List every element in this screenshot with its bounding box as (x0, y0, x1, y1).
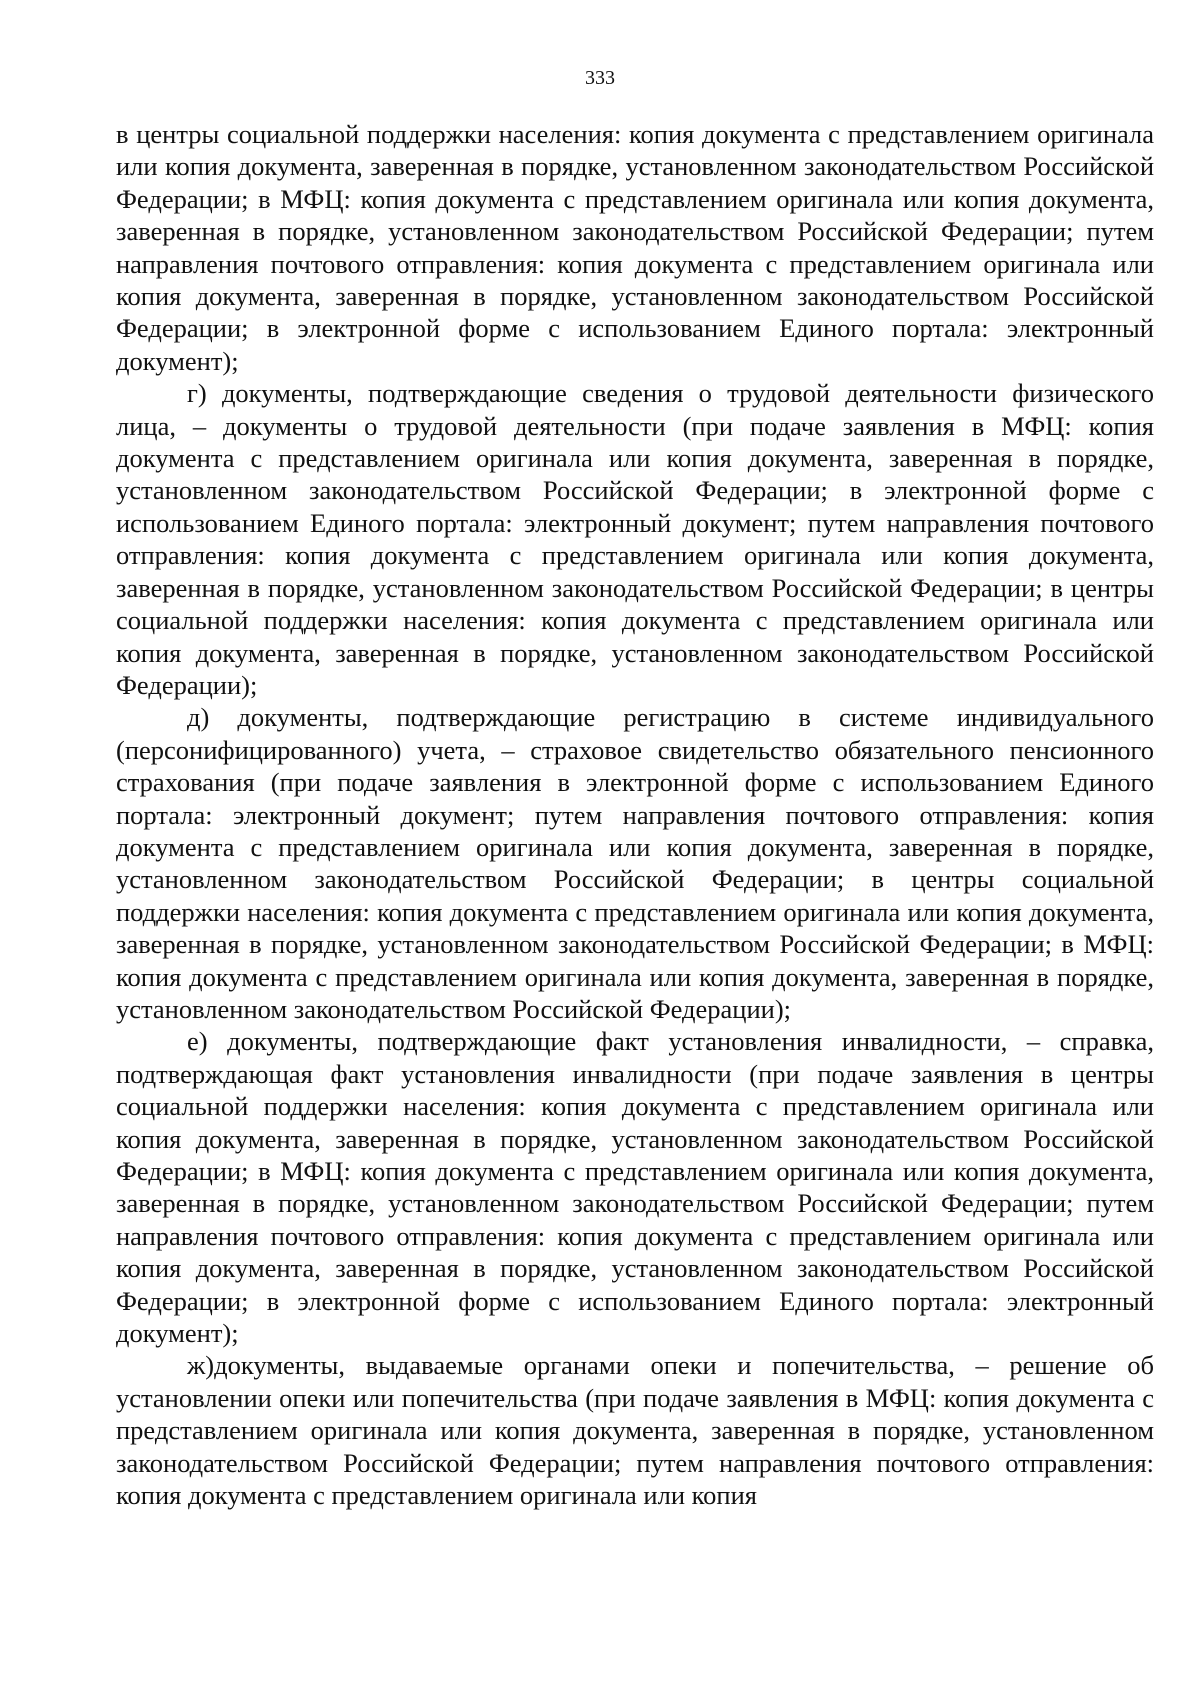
paragraph-item-zh: ж)документы, выдаваемые органами опеки и попечительства, – решение об установлении опеки или попечительства (при подаче заявления в МФЦ: копия документа с представлением оригинала или копия документа, заверенная в порядке, установленном законодательством Российской Федерации; путем направления почтового отправления: копия документа с представлением оригинала или копия (116, 1350, 1154, 1511)
paragraph-item-d: д) документы, подтверждающие регистрацию в системе индивидуального (персонифицированного) учета, – страховое свидетельство обязательного пенсионного страхования (при подаче заявления в электронной форме с использованием Единого портала: электронный документ; путем направления почтового отправления: копия документа с представлением оригинала или копия документа, заверенная в порядке, установленном законодательством Российской Федерации; в центры социальной поддержки населения: копия документа с представлением оригинала или копия документа, заверенная в порядке, установленном законодательством Российской Федерации; в МФЦ: копия документа с представлением оригинала или копия документа, заверенная в порядке, установленном законодательством Российской Федерации); (116, 702, 1154, 1024)
paragraph-continuation: в центры социальной поддержки населения: копия документа с представлением оригинала или копия документа, заверенная в порядке, установленном законодательством Российской Федерации; в МФЦ: копия документа с представлением оригинала или копия документа, заверенная в порядке, установленном законодательством Российской Федерации; путем направления почтового отправления: копия документа с представлением оригинала или копия документа, заверенная в порядке, установленном законодательством Российской Федерации; в электронной форме с использованием Единого портала: электронный документ); (116, 119, 1154, 376)
page-number: 333 (585, 67, 615, 89)
paragraph-item-e: е) документы, подтверждающие факт установления инвалидности, – справка, подтверждающая факт установления инвалидности (при подаче заявления в центры социальной поддержки населения: копия документа с представлением оригинала или копия документа, заверенная в порядке, установленном законодательством Российской Федерации; в МФЦ: копия документа с представлением оригинала или копия документа, заверенная в порядке, установленном законодательством Российской Федерации; путем направления почтового отправления: копия документа с представлением оригинала или копия документа, заверенная в порядке, установленном законодательством Российской Федерации; в электронной форме с использованием Единого портала: электронный документ); (116, 1026, 1154, 1349)
document-body (116, 118, 1154, 1511)
paragraph-item-g: г) документы, подтверждающие сведения о трудовой деятельности физического лица, – документы о трудовой деятельности (при подаче заявления в МФЦ: копия документа с представлением оригинала или копия документа, заверенная в порядке, установленном законодательством Российской Федерации; в электронной форме с использованием Единого портала: электронный документ; путем направления почтового отправления: копия документа с представлением оригинала или копия документа, заверенная в порядке, установленном законодательством Российской Федерации; в центры социальной поддержки населения: копия документа с представлением оригинала или копия документа, заверенная в порядке, установленном законодательством Российской Федерации); (116, 378, 1154, 700)
